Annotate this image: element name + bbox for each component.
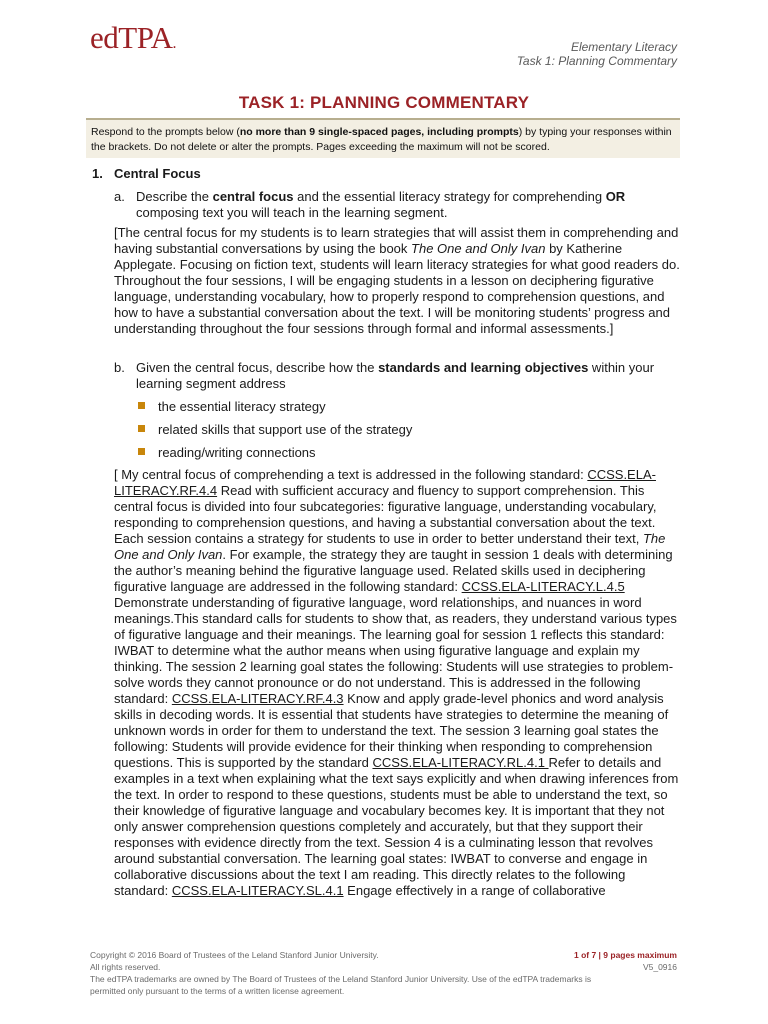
header-subject: Elementary Literacy: [570, 40, 677, 54]
footer-copyright: Copyright © 2016 Board of Trustees of the Leland Stanford Junior University. All rights reserved. The edTPA trademarks are owned by The Board of Trustees of the Leland Stanford Junior University. Use of the edTPA trademarks is permitted only pursuant to the terms of a written license agreement.: [90, 950, 592, 996]
logo-mark: .: [172, 35, 176, 52]
standard-link[interactable]: CCSS.ELA-LITERACY.RF.4.4: [114, 467, 656, 498]
prompt-b-bullet-list: [136, 399, 412, 468]
response-a[interactable]: [The central focus for my students is to learn strategies that will assist them in comprehending and having substantial conversations by using the book The One and Only Ivan by Katherine Applegate. Focusing on fiction text, students will learn literacy strategies for what good readers do. Throughout the four sessions, I will be engaging students in a lesson on deciphering figurative language, understanding vocabulary, how to properly respond to comprehension questions, and how to have a substantial conversation about the text. I will be monitoring students’ progress and understanding throughout the four sessions through formal and informal assessments.]: [114, 225, 680, 336]
list-item: reading/writing connections: [136, 445, 412, 468]
standard-link[interactable]: CCSS.ELA-LITERACY.L.4.5: [461, 579, 625, 594]
section-number: 1.: [92, 166, 103, 181]
prompt-b-text: Given the central focus, describe how the standards and learning objectives within your learning segment address: [136, 360, 655, 391]
square-bullet-icon: [138, 402, 145, 409]
response-b[interactable]: [ My central focus of comprehending a text is addressed in the following standard: CCSS.ELA-LITERACY.RF.4.4 Read with sufficient accuracy and fluency to support comprehension. This central focus is divided into four subcategories: figurative language, understanding vocabulary, responding to comprehension questions, and having a substantial conversation about the text. Each session contains a strategy for students to use in order to better understand their text, The One and Only Ivan. For example, the strategy they are taught in session 1 deals with determining the author’s meaning behind the figurative language used. Related skills used in deciphering figurative language are addressed in the following standard: CCSS.ELA-LITERACY.L.4.5 Demonstrate understanding of figurative language, word relationships, and nuances in word meanings.This standard calls for students to show that, as readers, they understand various types of figurative language and their meanings. The learning goal for session 1 reflects this standard: IWBAT to determine what the author means when using figurative language and explain my thinking. The session 2 learning goal states the following: Students will use strategies to problem-solve words they cannot pronounce or do not understand. This is addressed in the following standard: CCSS.ELA-LITERACY.RF.4.3 Know and apply grade-level phonics and word analysis skills in decoding words. It is essential that students have strategies to determine the meaning of unknown words in order for them to understand the text. The session 3 learning goal states the following: Students will provide evidence for their thinking when responding to comprehension questions. This is supported by the standard CCSS.ELA-LITERACY.RL.4.1 Refer to details and examples in a text when explaining what the text says explicitly and when drawing inferences from the text. In order to respond to these questions, students must be able to understand the text, so their knowledge of figurative language and vocabulary becomes key. It is important that they not only answer comprehension questions completely and accurately, but that they support their responses with evidence directly from the text. Session 4 is a culminating lesson that revolves around substantial conversation. The learning goal states: IWBAT to converse and engage in collaborative discussions about the text I am reading. This directly relates to the following standard: CCSS.ELA-LITERACY.SL.4.1 Engage effectively in a range of collaborative: [114, 467, 679, 898]
list-item: related skills that support use of the strategy: [136, 422, 412, 445]
logo-text: edTPA: [90, 20, 173, 55]
prompt-b-letter: b.: [114, 360, 125, 375]
section-title: Central Focus: [114, 166, 201, 181]
standard-link[interactable]: CCSS.ELA-LITERACY.RF.4.3: [171, 691, 344, 706]
edtpa-logo: [90, 22, 176, 53]
header-task: Task 1: Planning Commentary: [516, 54, 677, 68]
version-label: V5_0916: [642, 962, 677, 972]
page-title: TASK 1: PLANNING COMMENTARY: [238, 93, 530, 112]
prompt-a: [114, 189, 674, 221]
prompt-b: [114, 360, 674, 392]
prompt-a-letter: a.: [114, 189, 125, 204]
section-heading: [92, 166, 201, 181]
square-bullet-icon: [138, 425, 145, 432]
instructions-box: Respond to the prompts below (no more than 9 single-spaced pages, including prompts) by typing your responses within the brackets. Do not delete or alter the prompts. Pages exceeding the maximum will not be scored.: [86, 118, 680, 158]
standard-link[interactable]: CCSS.ELA-LITERACY.RL.4.1: [372, 755, 549, 770]
list-item: the essential literacy strategy: [136, 399, 412, 422]
document-header: [517, 40, 677, 68]
page-count: 1 of 7 | 9 pages maximum: [573, 950, 677, 960]
square-bullet-icon: [138, 448, 145, 455]
footer-page-info: [574, 949, 677, 973]
prompt-a-text: Describe the central focus and the essential literacy strategy for comprehending OR composing text you will teach in the learning segment.: [136, 189, 626, 220]
standard-link[interactable]: CCSS.ELA-LITERACY.SL.4.1: [171, 883, 344, 898]
